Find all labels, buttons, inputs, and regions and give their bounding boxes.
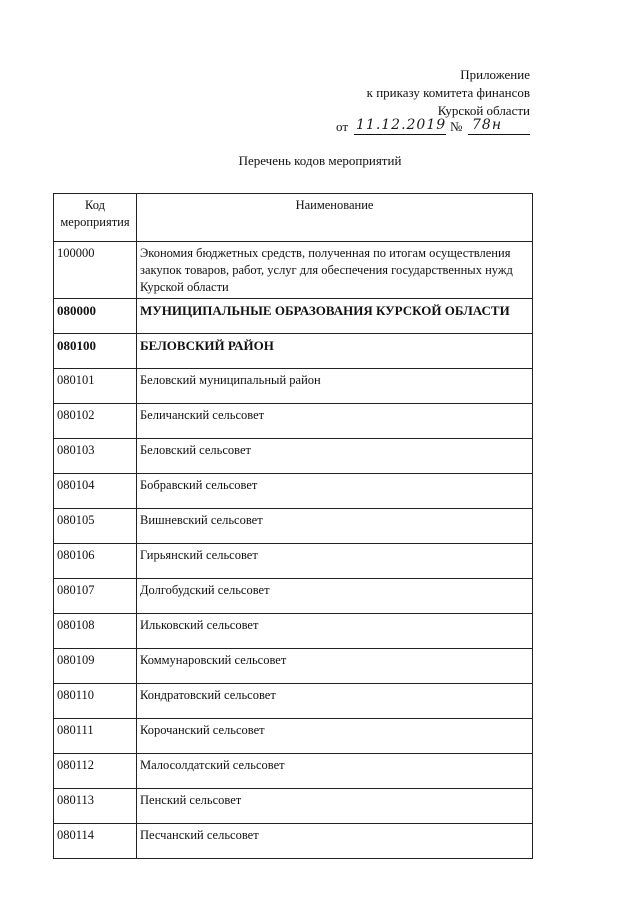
row-name: Экономия бюджетных средств, полученная по итогам осуществления закупок товаров, работ, услуг для обеспечения государственных нужд Курской области [137,242,533,299]
row-code: 080105 [54,509,137,544]
row-code: 080101 [54,369,137,404]
row-name: Коммунаровский сельсовет [137,649,533,684]
row-name: Беловский сельсовет [137,439,533,474]
row-name: Пенский сельсовет [137,789,533,824]
row-code: 080109 [54,649,137,684]
row-name: МУНИЦИПАЛЬНЫЕ ОБРАЗОВАНИЯ КУРСКОЙ ОБЛАСТИ [137,299,533,334]
table-row [54,369,533,404]
table-header-row [54,194,533,242]
row-name: Малосолдатский сельсовет [137,754,533,789]
table-row [54,579,533,614]
row-code: 080107 [54,579,137,614]
table-row [54,789,533,824]
order-number-handwritten: 78н [472,117,503,133]
table-row [54,404,533,439]
row-name: Бобравский сельсовет [137,474,533,509]
table-row [54,299,533,334]
table-row [54,544,533,579]
table-row [54,614,533,649]
table-row [54,649,533,684]
table-row [54,754,533,789]
annex-header [367,66,530,120]
table-row [54,334,533,369]
row-code: 080113 [54,789,137,824]
row-code: 100000 [54,242,137,299]
order-date-handwritten: 11.12.2019 [356,117,447,133]
row-code: 080000 [54,299,137,334]
document-title: Перечень кодов мероприятий [238,153,402,168]
annex-line-region: Курской области [437,103,530,118]
row-code: 080110 [54,684,137,719]
table-row [54,719,533,754]
row-code: 080114 [54,824,137,859]
row-name: Песчанский сельсовет [137,824,533,859]
row-name: Беловский муниципальный район [137,369,533,404]
row-name: Корочанский сельсовет [137,719,533,754]
table-row [54,509,533,544]
annex-line-appendix: Приложение [460,67,530,82]
row-code: 080112 [54,754,137,789]
row-name: Долгобудский сельсовет [137,579,533,614]
row-name: Кондратовский сельсовет [137,684,533,719]
header-name: Наименование [137,194,533,242]
order-number-field [468,118,530,135]
table-row [54,439,533,474]
row-name: БЕЛОВСКИЙ РАЙОН [137,334,533,369]
row-code: 080103 [54,439,137,474]
order-date-field [354,118,446,135]
row-name: Вишневский сельсовет [137,509,533,544]
table-row [54,684,533,719]
number-sign: № [450,119,463,134]
row-code: 080102 [54,404,137,439]
event-codes-table [53,193,533,859]
table-body [54,242,533,859]
row-name: Гирьянский сельсовет [137,544,533,579]
annex-line-order: к приказу комитета финансов [366,85,530,100]
table-row [54,474,533,509]
row-code: 080111 [54,719,137,754]
order-date-number-line [336,118,536,136]
row-code: 080106 [54,544,137,579]
table-row [54,242,533,299]
row-code: 080108 [54,614,137,649]
header-code: Код мероприятия [54,194,137,242]
date-prefix: от [336,119,349,134]
row-code: 080100 [54,334,137,369]
row-name: Ильковский сельсовет [137,614,533,649]
row-code: 080104 [54,474,137,509]
row-name: Беличанский сельсовет [137,404,533,439]
table-row [54,824,533,859]
